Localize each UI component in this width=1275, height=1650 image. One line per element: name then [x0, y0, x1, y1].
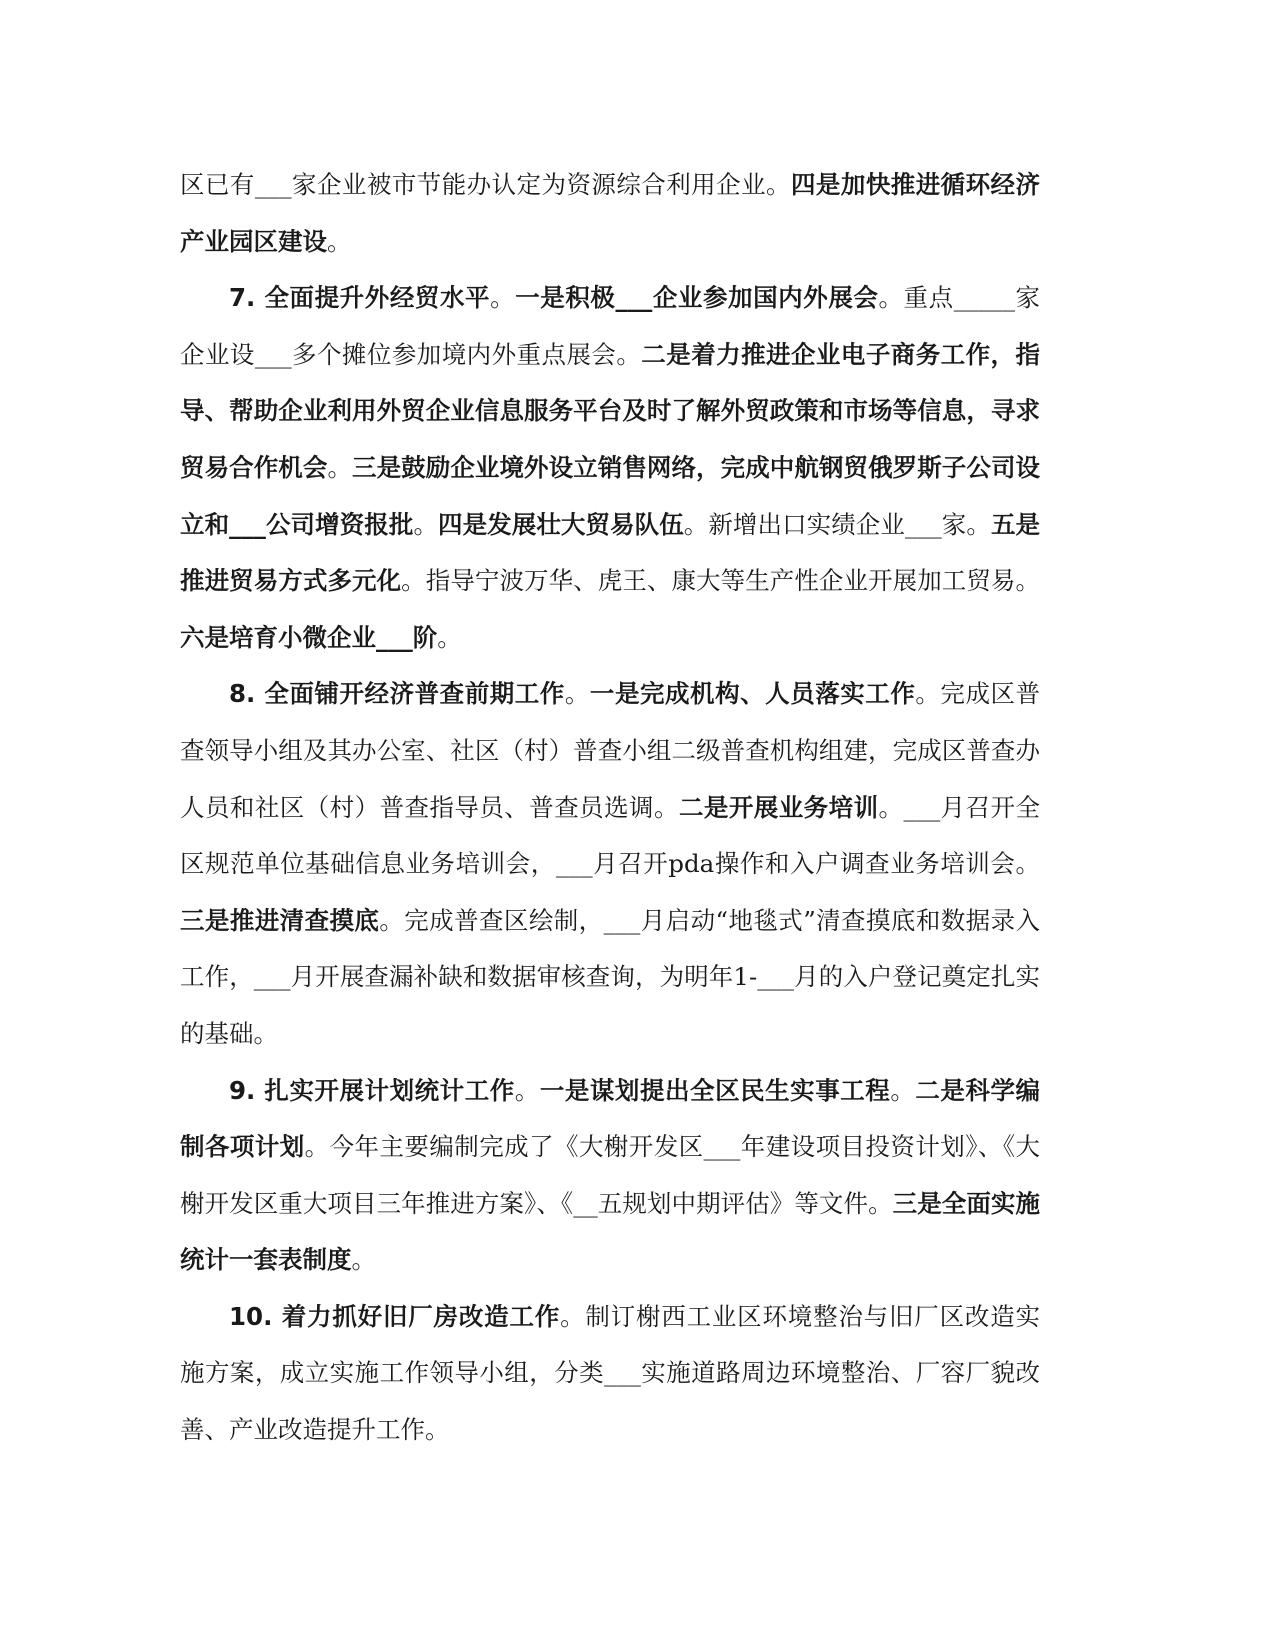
text-run: 。重点_____家企业设___多个摊位参加境内外重点展会。	[180, 283, 1041, 369]
text-run: 。___月召开全区规范单位基础信息业务培训会，___月召开pda操作和入户调查业务培训会。	[180, 792, 1041, 879]
text-run: 。制订榭西工业区环境整治与旧厂区改造实施方案，成立实施工作领导小组，分类___实施道路周边环境整治、厂容厂貌改善、产业改造提升工作。	[180, 1301, 1040, 1445]
text-run: 。	[514, 1075, 540, 1105]
text-run: 。	[490, 283, 516, 313]
bold-text-run: 四是加快推进循环经济产业园区建设	[180, 170, 1041, 256]
document-page	[180, 157, 1040, 1459]
text-run: 。	[351, 1245, 376, 1275]
bold-text-run: 六是培育小微企业___阶	[180, 622, 438, 652]
bold-text-run: 三是鼓励企业境外设立销售网络，完成中航钢贸俄罗斯子公司设立和___公司增资报批	[180, 452, 1041, 539]
bold-text-run: 三是全面实施统计一套表制度	[180, 1188, 1040, 1275]
text-run: 。指导宁波万华、虎王、康大等生产性企业开展加工贸易。	[401, 566, 1041, 596]
bold-text-run: 二是着力推进企业电子商务工作，指导、帮助企业利用外贸企业信息服务平台及时了解外贸政策和市场等信息，寻求贸易合作机会	[180, 339, 1040, 482]
paragraph-item-8	[180, 666, 1040, 1062]
item-heading: 9. 扎实开展计划统计工作	[229, 1075, 515, 1105]
bold-text-run: 五是推进贸易方式多元化	[180, 509, 1041, 596]
paragraph-item-10	[180, 1289, 1040, 1459]
bold-text-run: 一是完成机构、人员落实工作	[589, 679, 916, 709]
text-run: 。今年主要编制完成了《大榭开发区___年建设项目投资计划》、《大榭开发区重大项目三年推进方案》、《__五规划中期评估》等文件。	[180, 1132, 1040, 1218]
text-run: 。	[327, 452, 353, 482]
bold-text-run: 二是开展业务培训	[678, 792, 879, 822]
bold-text-run: 三是推进清查摸底	[180, 905, 380, 935]
text-run: 。新增出口实绩企业___家。	[683, 509, 991, 539]
paragraph-item-6-continuation	[180, 157, 1040, 270]
bold-text-run: 一是谋划提出全区民生实事工程	[539, 1075, 891, 1105]
text-run: 。	[890, 1075, 916, 1105]
paragraph-item-9	[180, 1063, 1040, 1289]
text-run: 。	[564, 679, 590, 709]
item-heading: 7. 全面提升外经贸水平	[229, 283, 491, 313]
text-run: 。	[327, 226, 352, 256]
text-run: 。完成区普查领导小组及其办公室、社区（村）普查小组二级普查机构组建，完成区普查办人员和社区（村）普查指导员、普查员选调。	[180, 679, 1041, 822]
text-run: 。	[437, 622, 462, 652]
item-heading: 8. 全面铺开经济普查前期工作	[229, 679, 565, 709]
bold-text-run: 二是科学编制各项计划	[180, 1075, 1041, 1162]
bold-text-run: 四是发展壮大贸易队伍	[438, 509, 684, 539]
item-heading: 10. 着力抓好旧厂房改造工作	[229, 1301, 561, 1331]
paragraph-item-7	[180, 270, 1040, 666]
bold-text-run: 一是积极___企业参加国内外展会	[515, 283, 879, 313]
text-run: 。	[413, 509, 439, 539]
text-run: 。完成普查区绘制，___月启动“地毯式”清查摸底和数据录入工作，___月开展查漏补缺和数据审核查询，为明年1-___月的入户登记奠定扎实的基础。	[180, 905, 1040, 1048]
text-run: 区已有___家企业被市节能办认定为资源综合利用企业。	[180, 170, 791, 199]
